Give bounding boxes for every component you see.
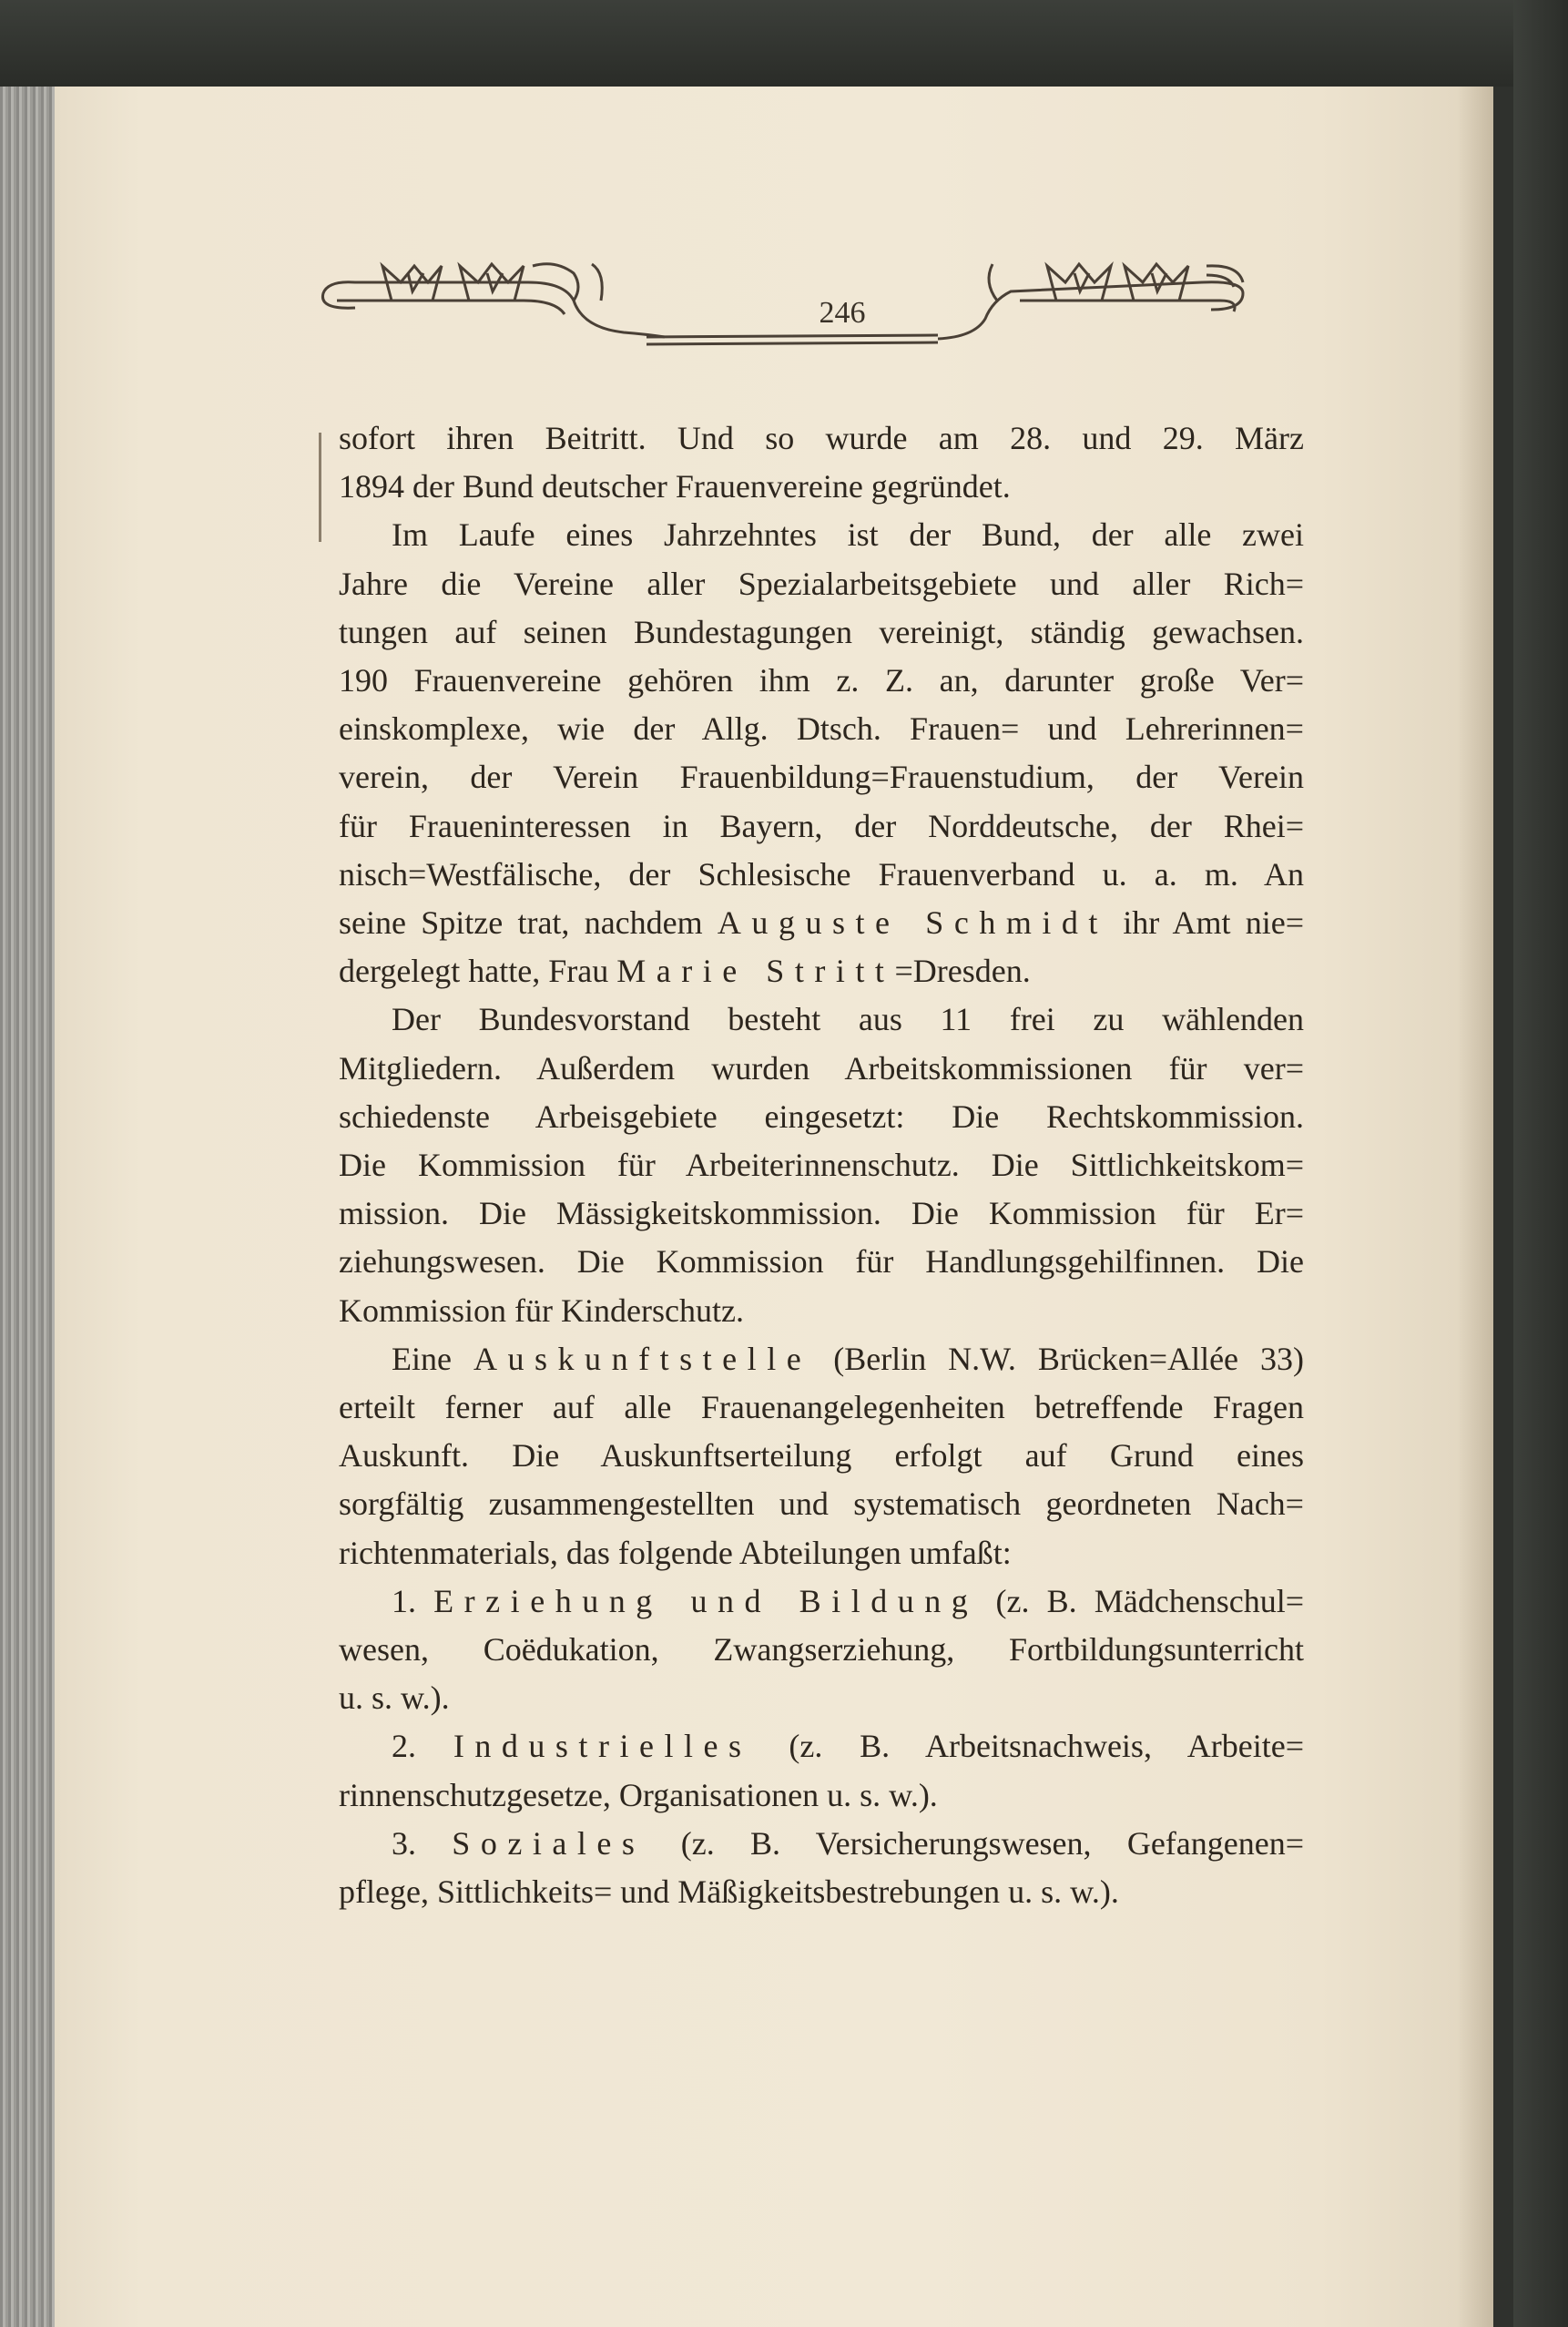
text-line: schiedenste Arbeisgebiete eingesetzt: Die Rechtskommission. — [339, 1097, 1304, 1135]
list-item — [339, 1820, 1304, 1868]
department-title: Industrielles — [453, 1728, 752, 1765]
text-line: tungen auf seinen Bundestagungen vereinigt, ständig gewachsen. — [339, 613, 1304, 650]
page-header — [300, 209, 1302, 392]
text-line: 1894 der Bund deutscher Frauenvereine gegründet. — [339, 468, 1011, 505]
text-line: richtenmaterials, das folgende Abteilungen umfaßt: — [339, 1534, 1012, 1571]
text-fragment: (Berlin N.W. Brücken=Allée 33) — [833, 1340, 1305, 1377]
text-line — [339, 947, 1304, 995]
list-number: 1. — [392, 1582, 416, 1619]
text-fragment: Eine — [392, 1340, 452, 1377]
text-line: Jahre die Vereine aller Spezialarbeitsgebiete und aller Rich= — [339, 565, 1304, 602]
pencil-margin-mark — [319, 433, 321, 542]
text-line: einskomplexe, wie der Allg. Dtsch. Frauen= und Lehrerinnen= — [339, 710, 1304, 748]
page-edges — [0, 87, 56, 2327]
department-title: Erziehung und Bildung — [433, 1582, 979, 1619]
text-line: Der Bundesvorstand besteht aus 11 frei zu wählenden — [392, 1001, 1304, 1038]
text-line: für Fraueninteressen in Bayern, der Norddeutsche, der Rhei= — [339, 807, 1304, 844]
list-number: 2. — [392, 1728, 416, 1765]
text-line: sofort ihren Beitritt. Und so wurde am 28. und 29. März — [339, 420, 1304, 456]
text-fragment: (z. B. Mädchenschul= — [995, 1582, 1305, 1619]
text-line: Mitgliedern. Außerdem wurden Arbeitskommissionen für ver= — [339, 1049, 1304, 1087]
text-line: verein, der Verein Frauenbildung=Frauenstudium, der Verein — [339, 759, 1304, 796]
text-line: mission. Die Mässigkeitskommission. Die Kommission für Er= — [339, 1195, 1304, 1232]
text-line: 190 Frauenvereine gehören ihm z. Z. an, darunter große Ver= — [339, 662, 1304, 699]
text-line: pflege, Sittlichkeits= und Mäßigkeitsbestrebungen u. s. w.). — [339, 1873, 1119, 1911]
text-fragment: (z. B. Arbeitsnachweis, Arbeite= — [789, 1728, 1305, 1765]
gutter-shadow — [1457, 87, 1493, 2327]
text-fragment: dergelegt hatte, Frau — [339, 953, 609, 990]
text-line: wesen, Coëdukation, Zwangserziehung, Fortbildungsunterricht — [339, 1631, 1304, 1669]
text-fragment: =Dresden. — [894, 953, 1031, 990]
text-line: erteilt ferner auf alle Frauenangelegenheiten betreffende Fragen — [339, 1389, 1304, 1426]
text-line: Die Kommission für Arbeiterinnenschutz. Die Sittlichkeitskom= — [339, 1147, 1304, 1184]
text-line — [339, 899, 1304, 947]
text-line — [339, 1335, 1304, 1383]
text-fragment: seine Spitze trat, nachdem — [339, 904, 703, 942]
ivy-leaf-vine-right — [938, 264, 1243, 339]
text-line: Kommission für Kinderschutz. — [339, 1291, 744, 1329]
text-line: sorgfältig zusammengestellten und systematisch geordneten Nach= — [339, 1485, 1304, 1523]
book-cover-right — [1513, 0, 1568, 2327]
book-cover-top — [0, 0, 1568, 87]
text-line: Im Laufe eines Jahrzehntes ist der Bund, der alle zwei — [392, 516, 1304, 554]
department-title: Soziales — [452, 1824, 646, 1862]
text-line: u. s. w.). — [339, 1679, 450, 1717]
list-number: 3. — [392, 1824, 416, 1862]
text-line: rinnenschutzgesetze, Organisationen u. s. w.). — [339, 1776, 938, 1813]
text-line: Auskunft. Die Auskunftserteilung erfolgt auf Grund eines — [339, 1437, 1304, 1475]
page-number: 246 — [819, 296, 866, 330]
list-item — [339, 1722, 1304, 1771]
name-spaced: Marie Stritt — [616, 953, 895, 990]
body-text — [339, 414, 1304, 1916]
name-spaced: Auguste Schmidt — [717, 904, 1108, 942]
text-fragment: (z. B. Versicherungswesen, Gefangenen= — [680, 1824, 1305, 1862]
text-line: nisch=Westfälische, der Schlesische Frauenverband u. a. m. An — [339, 855, 1304, 893]
text-line: ziehungswesen. Die Kommission für Handlungsgehilfinnen. Die — [339, 1243, 1304, 1281]
text-fragment: ihr Amt nie= — [1123, 904, 1305, 942]
term-spaced: Auskunftstelle — [473, 1340, 812, 1377]
list-item — [339, 1577, 1304, 1626]
